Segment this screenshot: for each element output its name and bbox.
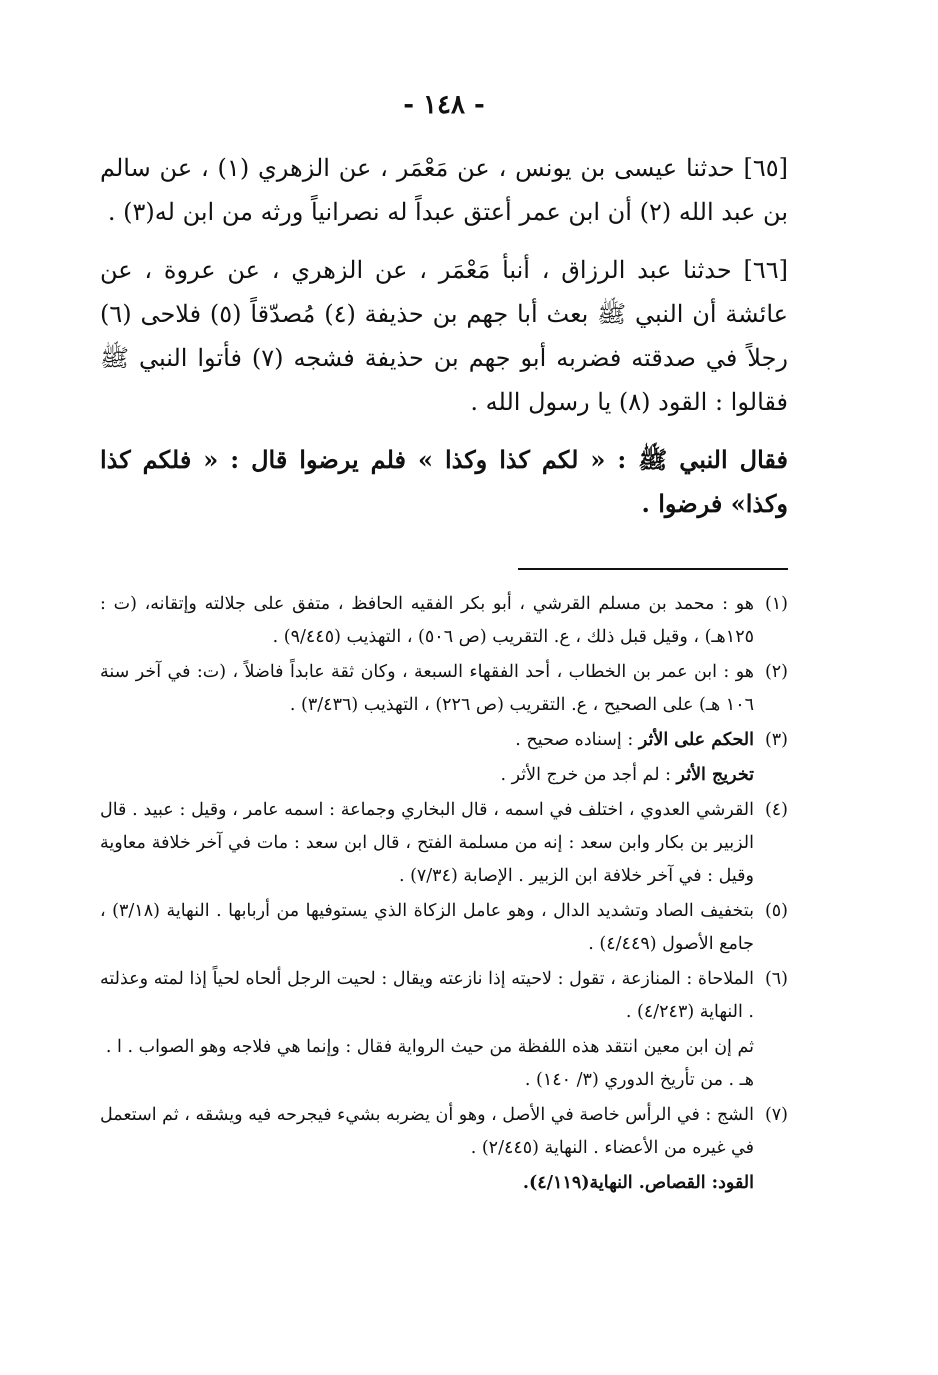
footnote-text: القرشي العدوي ، اختلف في اسمه ، قال البخاري وجماعة : اسمه عامر ، وقيل : عبيد . قال الزبير بن بكار وابن سعد : إنه من مسلمة الفتح ، قال ابن سعد : مات في آخر خلافة معاوية وقيل : في آخر خلافة ابن الزبير . الإصابة (٧/٣٤) . — [100, 800, 754, 886]
footnote-text: : إسناده صحيح . — [515, 730, 639, 750]
footnote-8: القود: القصاص. النهاية(٤/١١٩). — [522, 1173, 754, 1193]
paragraph-66: [٦٦] حدثنا عبد الرزاق ، أنبأ مَعْمَر ، عن الزهري ، عن عروة ، عن عائشة أن النبي ﷺ بعث أبا جهم بن حذيفة (٤) مُصدّقاً (٥) فلاحى (٦) رجلاً في صدقته فضربه أبو جهم بن حذيفة فشجه (٧) فأتوا النبي ﷺ فقالوا : القود (٨) يا رسول الله . — [100, 256, 789, 416]
footnote-number: (٦) — [764, 969, 788, 989]
footnote-text: هو : ابن عمر بن الخطاب ، أحد الفقهاء السبعة ، وكان ثقة عابداً فاضلاً ، (ت: في آخر سنة ١٠٦ هـ) على الصحيح ، ع. التقريب (ص ٢٢٦) ، التهذيب (٣/٤٣٦) . — [100, 662, 754, 715]
footnotes — [100, 588, 788, 1200]
footnote-number: (٣) — [764, 730, 788, 750]
footnote-1 — [100, 588, 788, 654]
footnote-number: (٢) — [764, 662, 788, 682]
paragraph-66-continued: فقال النبي ﷺ : « لكم كذا وكذا » فلم يرضوا قال : « فلكم كذا وكذا» فرضوا . — [100, 445, 788, 518]
footnote-lead: الحكم على الأثر — [638, 730, 754, 750]
footnote-lead: تخريج الأثر — [676, 765, 754, 785]
footnote-divider — [518, 568, 788, 570]
main-text — [100, 146, 788, 526]
footnote-6 — [100, 963, 788, 1029]
footnote-4 — [100, 794, 788, 893]
footnote-text: الملاحاة : المنازعة ، تقول : لاحيته إذا نازعته ويقال : لحيت الرجل ألحاه لحياً إذا لمته وعذلته . النهاية (٤/٢٤٣) . — [100, 969, 754, 1022]
page-number: - ١٤٨ - — [403, 90, 485, 120]
footnote-number: (١) — [764, 594, 788, 614]
footnote-3 — [100, 724, 788, 757]
footnote-text: هو : محمد بن مسلم القرشي ، أبو بكر الفقيه الحافظ ، متفق على جلالته وإتقانه، (ت : ١٢٥هـ) ، وقيل قبل ذلك ، ع. التقريب (ص ٥٠٦) ، التهذيب (٩/٤٤٥) . — [100, 594, 754, 647]
footnote-3-takhrij — [100, 759, 788, 792]
footnote-number: (٧) — [764, 1105, 788, 1125]
paragraph-65: [٦٥] حدثنا عيسى بن يونس ، عن مَعْمَر ، عن الزهري (١) ، عن سالم بن عبد الله (٢) أن ابن عمر أعتق عبداً له نصرانياً ورثه من ابن له(٣) . — [100, 154, 788, 226]
footnote-text: الشج : في الرأس خاصة في الأصل ، وهو أن يضربه بشيء فيجرحه فيه ويشقه ، ثم استعمل في غيره من الأعضاء . النهاية (٢/٤٤٥) . — [99, 1105, 754, 1158]
footnote-text: بتخفيف الصاد وتشديد الدال ، وهو عامل الزكاة الذي يستوفيها من أربابها . النهاية (٣/١٨) ، جامع الأصول (٤/٤٤٩) . — [100, 901, 754, 954]
footnote-number: (٤) — [764, 800, 788, 820]
footnote-text: : لم أجد من خرج الأثر . — [500, 765, 677, 785]
footnote-7 — [100, 1099, 788, 1165]
footnote-2 — [100, 656, 788, 722]
footnote-5 — [100, 895, 788, 961]
footnote-number: (٥) — [764, 901, 788, 921]
footnote-6-continued: ثم إن ابن معين انتقد هذه اللفظة من حيث الرواية فقال : وإنما هي فلاجه وهو الصواب . ا . هـ . من تأريخ الدوري (٣/ ١٤٠) . — [105, 1037, 754, 1090]
